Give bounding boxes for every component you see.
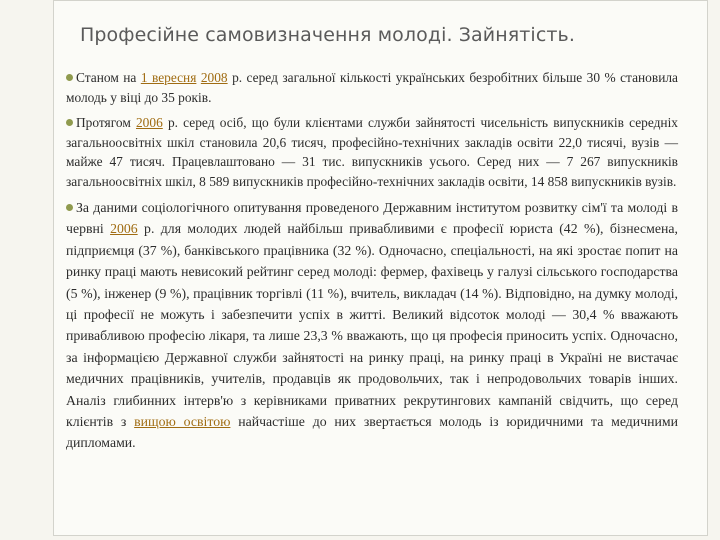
paragraph-survey: [66, 197, 678, 454]
bullet-icon: [66, 119, 73, 126]
link-date-september[interactable]: 1 вересня: [140, 70, 197, 85]
bullet-icon: [66, 74, 73, 81]
text-segment: найчастіше до них звертається молодь із юридичними та медичними дипломами.: [66, 414, 679, 451]
text-segment: Станом на: [76, 70, 141, 85]
text-segment: р. серед загальної кількості українських безробітних більше 30 % становила молодь у віці до 35 років.: [66, 70, 678, 105]
text-segment: Протягом: [76, 115, 136, 130]
text-segment: р. серед осіб, що були клієнтами служби зайнятості чисельність випускників середніх загальноосвітніх шкіл становила 20,6 тисяч, професійно-технічних закладів освіти 22,0 тисячі, вузів — майже 47 тисяч. Працевлаштовано — 31 тис. випускників усього. Серед них — 7 267 випускників загальноосвітніх шкіл, 8 589 випускників професійно-технічних закладів освіти, 14 858 випускників вузів.: [66, 115, 678, 189]
slide-content: [66, 68, 678, 460]
paragraph-graduates: [66, 113, 678, 191]
link-year-2006[interactable]: 2006: [135, 115, 163, 130]
link-year-2006-survey[interactable]: 2006: [110, 221, 138, 237]
text-segment: За даними соціологічного опитування проведеного Державним інститутом розвитку сім'ї та молоді в червні: [66, 200, 678, 237]
text-segment: р. для молодих людей найбільш привабливими є професії юриста (42 %), бізнесмена, підприємця (37 %), банківського працівника (32 %). Одночасно, спеціальності, на які зростає попит на ринку праці мають невисокий рейтинг серед молоді: фермер, фахівець у галузі сільського господарства (5 %), інженер (9 %), працівник торгівлі (11 %), вчитель, викладач (14 %). Відповідно, на думку молоді, ці професії не можуть і забезпечити успіх в житті. Великий відсоток молоді — 30,4 % вважають привабливою професію лікаря, та лише 23,3 % вважають, що ця професія приносить успіх. Одночасно, за інформацією Державної служби зайнятості на ринку праці, на ринку праці в Україні не вистачає медичних працівників, учителів, продавців як продовольчих, так і непродовольчих товарів інших. Аналіз глибинних інтерв'ю з керівниками приватних рекрутингових кампаній свідчить, що серед клієнтів з: [66, 221, 678, 430]
link-higher-education[interactable]: вищою освітою: [134, 414, 231, 430]
slide-title: Професійне самовизначення молоді. Зайнятість.: [80, 24, 575, 46]
bullet-icon: [66, 204, 73, 211]
link-year-2008[interactable]: 2008: [200, 70, 228, 85]
paragraph-unemployment: [66, 68, 678, 107]
